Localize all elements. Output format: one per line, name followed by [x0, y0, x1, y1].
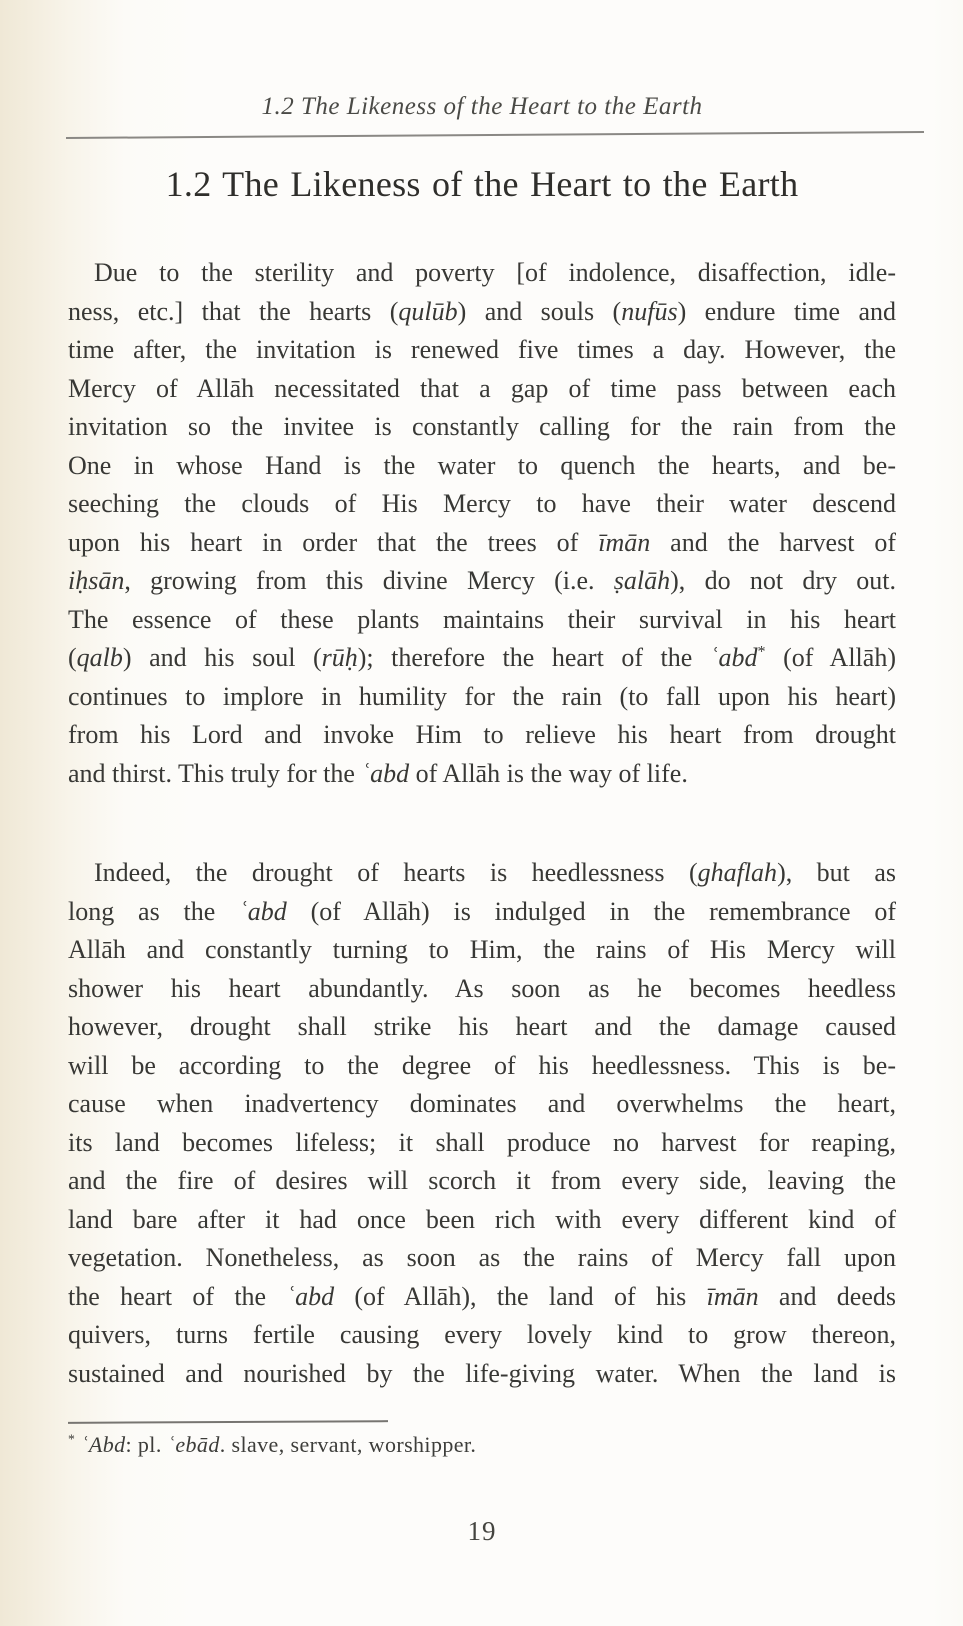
text-segment: from his Lord and invoke Him to relieve his heart from drought [68, 720, 896, 749]
text-segment: : pl. [125, 1432, 168, 1457]
text-line [68, 1278, 896, 1317]
page-number: 19 [467, 1516, 497, 1546]
text-segment: quivers, turns fertile causing every lovely kind to grow thereon, [68, 1320, 896, 1349]
text-segment: ), do not dry out. [670, 566, 896, 595]
text-segment: ) and his soul ( [122, 643, 322, 672]
text-segment: Due to the sterility and poverty [of indolence, disaffection, idle- [94, 258, 896, 287]
text-segment: * [68, 1431, 76, 1447]
text-line [68, 408, 896, 447]
text-line [68, 485, 896, 524]
text-segment: and the fire of desires will scorch it from every side, leaving the [68, 1166, 896, 1195]
text-segment: will be according to the degree of his heedlessness. This is be- [68, 1050, 896, 1080]
text-line [68, 678, 896, 717]
text-segment: ʿabd [286, 1281, 335, 1311]
text-segment: its land becomes lifeless; it shall produce no harvest for reaping, [68, 1127, 896, 1157]
text-line [68, 447, 896, 486]
text-segment: ʿebād [167, 1432, 220, 1457]
footnote-text [68, 1430, 896, 1460]
running-header: 1.2 The Likeness of the Heart to the Earth [261, 93, 703, 120]
text-segment: long as the [68, 896, 240, 926]
text-segment: ʿabd [709, 643, 758, 672]
text-segment: ʿabd [361, 758, 410, 788]
text-segment: ʿAbd [81, 1432, 126, 1457]
text-line [68, 254, 896, 293]
text-segment: īmān [598, 527, 651, 557]
text-segment: ṣalāh [613, 566, 671, 595]
text-segment: seeching the clouds of His Mercy to have their water descend [68, 489, 896, 518]
text-line [68, 562, 896, 601]
text-line [68, 1085, 896, 1124]
text-line [68, 1162, 896, 1201]
text-segment: ) and souls ( [457, 296, 622, 326]
text-segment: ( [68, 643, 77, 672]
text-segment: time after, the invitation is renewed five times a day. However, the [68, 335, 896, 364]
text-line [68, 524, 896, 563]
text-line [68, 1316, 896, 1355]
text-segment: ness, etc.] that the hearts ( [68, 296, 399, 326]
text-segment: rūḥ [321, 643, 358, 672]
text-line [68, 1239, 896, 1278]
text-segment: invitation so the invitee is constantly calling for the rain from the [68, 412, 896, 441]
text-segment: vegetation. Nonetheless, as soon as the rains of Mercy fall upon [68, 1243, 896, 1272]
text-line [68, 755, 896, 794]
text-segment: the heart of the [68, 1281, 287, 1311]
text-segment: ) endure time and [677, 296, 896, 326]
text-segment: and deeds [758, 1281, 896, 1311]
text-segment: upon his heart in order that the trees of [68, 527, 599, 557]
text-segment: īmān [706, 1281, 759, 1311]
text-segment: Indeed, the drought of hearts is heedlessness ( [94, 858, 698, 887]
text-line [68, 716, 896, 755]
text-line [68, 1355, 896, 1394]
text-segment: * [757, 643, 766, 661]
text-segment: and thirst. This truly for the [68, 758, 362, 788]
text-segment: (of Allāh) [765, 643, 896, 672]
text-segment: of Allāh is the way of life. [409, 758, 688, 788]
text-line [68, 1124, 896, 1163]
text-segment: qalb [76, 643, 123, 672]
text-segment: ); therefore the heart of the [357, 643, 710, 672]
text-line [68, 970, 896, 1009]
text-segment: sustained and nourished by the life-giving water. When the land is [68, 1358, 896, 1388]
text-line [68, 601, 896, 640]
text-line [68, 893, 896, 932]
text-segment: and the harvest of [650, 527, 896, 557]
page-heading: 1.2 The Likeness of the Heart to the Earth [165, 164, 799, 204]
text-segment: ghaflah [697, 858, 778, 887]
text-segment: The essence of these plants maintains their survival in his heart [68, 604, 896, 634]
text-segment: iḥsān [68, 566, 125, 595]
text-segment: continues to implore in humility for the rain (to fall upon his heart) [68, 681, 896, 711]
text-line [68, 1201, 896, 1240]
text-segment: ʿabd [239, 896, 287, 926]
text-segment: ), but as [777, 858, 896, 887]
text-segment: qulūb [398, 296, 458, 326]
footnote-rule [68, 1420, 388, 1424]
text-line [68, 331, 896, 370]
text-line [68, 293, 896, 332]
text-line [68, 854, 896, 893]
paragraph [68, 854, 896, 1393]
text-segment: nufūs [621, 296, 678, 326]
header-rule [66, 131, 924, 139]
text-segment: Mercy of Allāh necessitated that a gap of time pass between each [68, 373, 896, 403]
text-segment: Allāh and constantly turning to Him, the rains of His Mercy will [68, 935, 896, 964]
text-segment: cause when inadvertency dominates and overwhelms the heart, [68, 1089, 896, 1118]
text-segment: . slave, servant, worshipper. [219, 1432, 477, 1457]
text-segment: (of Allāh) is indulged in the remembrance of [286, 896, 896, 926]
text-line [68, 1047, 896, 1086]
text-segment: shower his heart abundantly. As soon as he becomes heedless [68, 973, 896, 1003]
text-line [68, 1008, 896, 1047]
text-segment: One in whose Hand is the water to quench the hearts, and be- [68, 450, 896, 480]
text-line [68, 931, 896, 970]
body-text [68, 254, 896, 1393]
text-segment: , growing from this divine Mercy (i.e. [124, 566, 614, 595]
text-segment: (of Allāh), the land of his [334, 1281, 707, 1311]
text-segment: land bare after it had once been rich with every different kind of [68, 1204, 896, 1234]
paragraph [68, 254, 896, 793]
text-segment: however, drought shall strike his heart and the damage caused [68, 1012, 896, 1041]
text-line [68, 370, 896, 409]
text-line [68, 639, 896, 678]
